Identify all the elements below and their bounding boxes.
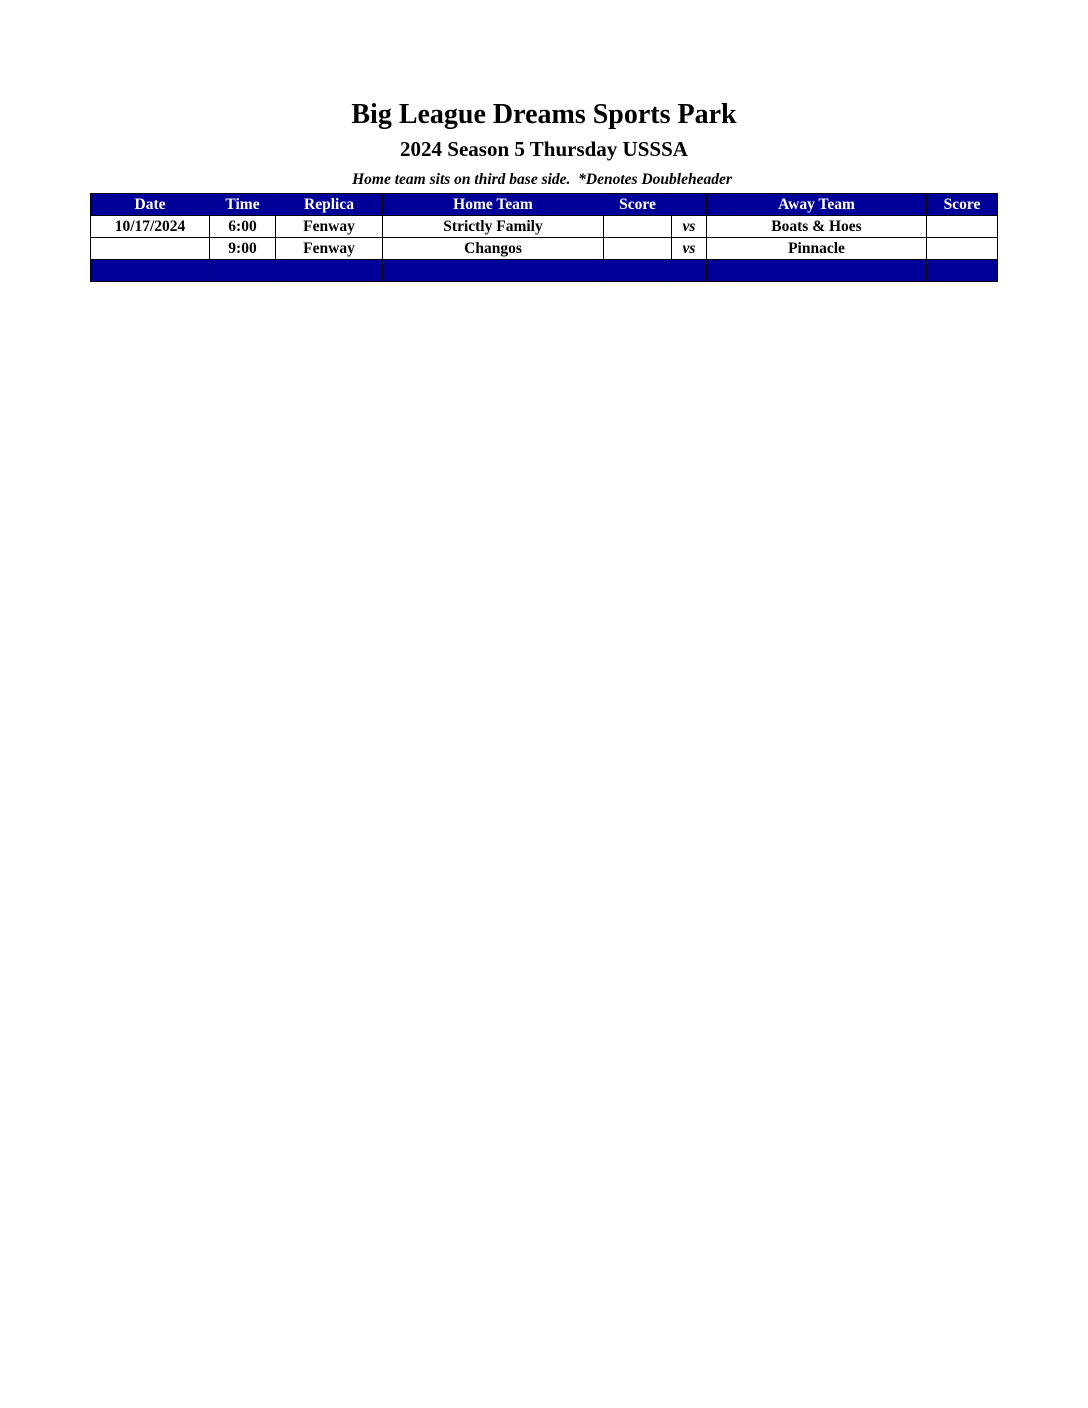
footer-cell xyxy=(276,260,383,282)
footer-cell xyxy=(927,260,998,282)
cell-away-score xyxy=(927,216,998,238)
footer-cell xyxy=(210,260,276,282)
header-time: Time xyxy=(210,194,276,216)
cell-vs: vs xyxy=(672,216,707,238)
footer-cell xyxy=(707,260,927,282)
header-vs xyxy=(672,194,707,216)
cell-vs: vs xyxy=(672,238,707,260)
cell-home-score xyxy=(604,216,672,238)
header-home-team: Home Team xyxy=(383,194,604,216)
schedule-table xyxy=(90,193,998,282)
table-footer-row xyxy=(91,260,998,282)
cell-home-team: Strictly Family xyxy=(383,216,604,238)
cell-date: 10/17/2024 xyxy=(91,216,210,238)
table-row xyxy=(91,238,998,260)
cell-replica: Fenway xyxy=(276,238,383,260)
cell-date xyxy=(91,238,210,260)
header-home-score: Score xyxy=(604,194,672,216)
table-row xyxy=(91,216,998,238)
document-title: Big League Dreams Sports Park xyxy=(351,99,737,130)
document-subtitle: 2024 Season 5 Thursday USSSA xyxy=(400,137,688,161)
footer-cell xyxy=(604,260,672,282)
header-away-team: Away Team xyxy=(707,194,927,216)
cell-time: 6:00 xyxy=(210,216,276,238)
home-team-note: Home team sits on third base side. *Denotes Doubleheader xyxy=(352,171,732,188)
cell-replica: Fenway xyxy=(276,216,383,238)
cell-away-score xyxy=(927,238,998,260)
cell-time: 9:00 xyxy=(210,238,276,260)
footer-cell xyxy=(383,260,604,282)
header-date: Date xyxy=(91,194,210,216)
table-header-row xyxy=(91,194,998,216)
footer-cell xyxy=(91,260,210,282)
cell-home-team: Changos xyxy=(383,238,604,260)
header-replica: Replica xyxy=(276,194,383,216)
footer-cell xyxy=(672,260,707,282)
header-away-score: Score xyxy=(927,194,998,216)
cell-away-team: Pinnacle xyxy=(707,238,927,260)
cell-home-score xyxy=(604,238,672,260)
cell-away-team: Boats & Hoes xyxy=(707,216,927,238)
